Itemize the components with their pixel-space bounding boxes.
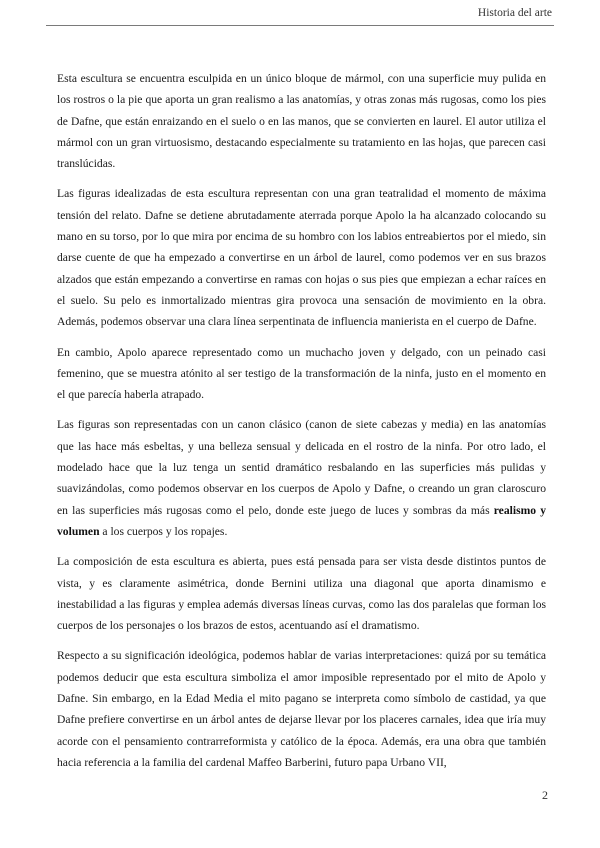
bold-phrase-realismo-volumen: realismo y volumen <box>57 503 546 538</box>
paragraph-canon-light-ending: a los cuerpos y los ropajes. <box>99 524 228 538</box>
paragraph-figures-theatricality: Las figuras idealizadas de esta escultura representan con una gran teatralidad el momento de máxima tensión del relato. Dafne se detiene abrutadamente aterrada porque Apolo la ha alcanzado colocando su mano en su torso, por lo que mira por encima de su hombro con los labios entreabiertos por el miedo, sin darse cuente de que ha empezado a convertirse en un árbol de laurel, como podemos ver en sus brazos alzados que están empezando a convertirse en ramas con hojas o sus pies que empiezan a echar raíces en el suelo. Su pelo es inmortalizado mientras gira provoca una sensación de movimiento en la obra. Además, podemos observar una clara línea serpentinata de influencia manierista en el cuerpo de Dafne. <box>57 187 546 329</box>
running-header-title: Historia del arte <box>477 7 552 19</box>
paragraph-composition: La composición de esta escultura es abierta, pues está pensada para ser vista desde distintos puntos de vista, y es claramente asimétrica, donde Bernini utiliza una diagonal que aporta dinamismo e inestabilidad a las figuras y emplea además diversas líneas curvas, como las dos paralelas que forman los cuerpos de los personajes o los brazos de estos, acentuando así el dramatismo. <box>57 555 546 633</box>
body-text <box>57 68 546 782</box>
paragraph-apolo: En cambio, Apolo aparece representado como un muchacho joven y delgado, con un peinado casi femenino, que se muestra atónito al ser testigo de la transformación de la ninfa, justo en el momento en el que parecía haberla atrapado. <box>57 345 546 402</box>
paragraph-canon-light-text: Las figuras son representadas con un canon clásico (canon de siete cabezas y media) en las anatomías que las hace más esbeltas, y una belleza sensual y delicada en el rostro de la ninfa. Por otro lado, el modelado hace que la luz tenga un sentid dramático resbalando en las superficies más pulidas y suavizándolas, como podemos observar en los cuerpos de Apolo y Dafne, o creando un gran claroscuro en las superficies más rugosas como el pelo, donde este juego de luces y sombras da más <box>57 418 546 517</box>
paragraph-marble-technique: Esta escultura se encuentra esculpida en un único bloque de mármol, con una superficie muy pulida en los rostros o la pie que aporta un gran realismo a las anatomías, y otras zonas más rugosas, como los pies de Dafne, que están enraizando en el suelo o en las manos, que se convierten en laurel. El autor utiliza el mármol con un gran virtuosismo, destacando especialmente su tratamiento en las hojas, que parecen casi translúcidas. <box>57 72 546 171</box>
paragraph-canon-light <box>57 414 546 542</box>
header-divider <box>46 25 554 26</box>
page-number: 2 <box>542 788 548 802</box>
paragraph-ideological-meaning: Respecto a su significación ideológica, podemos hablar de varias interpretaciones: quizá por su temática podemos deducir que esta escultura simboliza el amor imposible representado por el mito de Apolo y Dafne. Sin embargo, en la Edad Media el mito pagano se interpreta como símbolo de castidad, ya que Dafne prefiere convertirse en un árbol antes de dejarse llevar por los placeres carnales, idea que iría muy acorde con el pensamiento contrarreformista y católico de la época. Además, era una obra que también hacia referencia a la familia del cardenal Maffeo Barberini, futuro papa Urbano VII, <box>57 649 546 769</box>
